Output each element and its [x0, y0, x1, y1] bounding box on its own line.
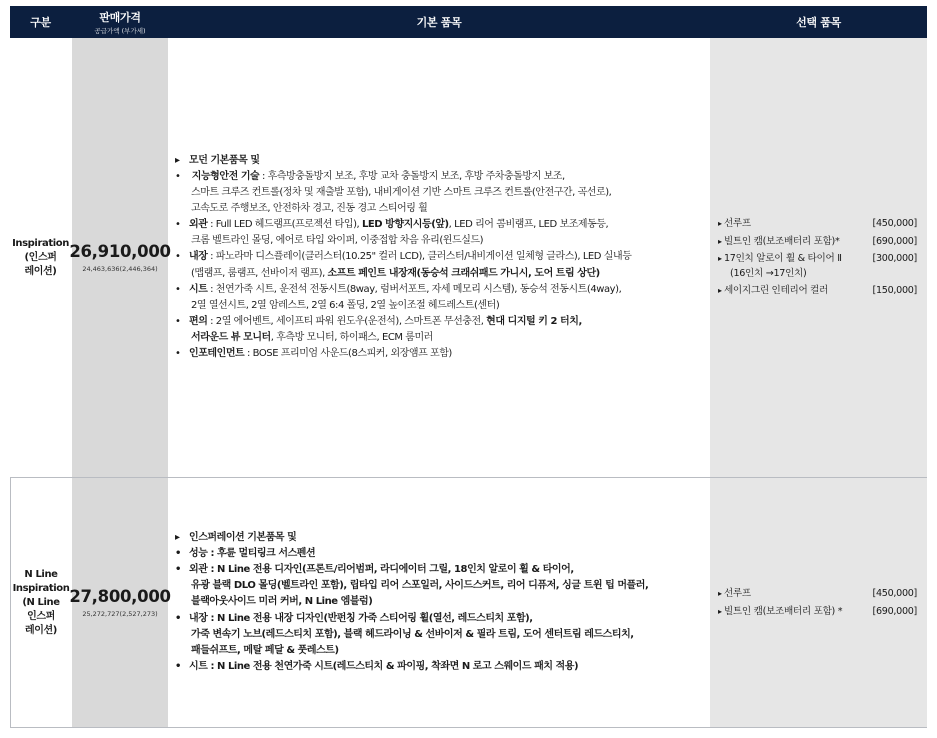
table-row-nline-inspiration [10, 478, 927, 727]
list-item-cont: (맵램프, 룸램프, 선바이저 램프), 소프트 페인트 내장재(동승석 크래쉬패드 가니시, 도어 트림 상단) [191, 267, 600, 279]
list-item: • 성능 : 후륜 멀티링크 서스펜션 [175, 546, 648, 562]
header-option [710, 6, 927, 38]
option-items-cell [710, 38, 927, 477]
option-item [718, 282, 917, 300]
basic-items-cell [170, 38, 708, 477]
header-trim [10, 6, 71, 38]
list-item-cont: 고속도로 주행보조, 안전하차 경고, 진동 경고 스티어링 휠 [191, 203, 428, 215]
list-item-cont: 유광 블랙 DLO 몰딩(벨트라인 포함), 립타입 리어 스포일러, 사이드스커트, 리어 디퓨저, 싱글 트윈 팁 머플러, [191, 580, 649, 592]
bullet-icon: • [175, 548, 181, 560]
header-price-sub: 공급가액 (부가세) [94, 27, 146, 35]
option-price: [450,000] [872, 588, 917, 599]
list-item-cont: 서라운드 뷰 모니터, 후측방 모니터, 하이패스, ECM 룸미러 [191, 331, 433, 343]
list-item: • 인포테인먼트 : BOSE 프리미엄 사운드(8스피커, 외장앰프 포함) [175, 346, 631, 362]
price-cell [69, 38, 171, 477]
bullet-icon: • [175, 170, 181, 182]
list-item-cont: 패들쉬프트, 메탈 페달 & 풋레스트) [191, 644, 339, 656]
option-items-list [710, 215, 927, 300]
trim-cell [10, 38, 71, 477]
option-items-list [710, 585, 927, 620]
list-item-cont: 가죽 변속기 노브(레드스티치 포함), 블랙 헤드라이닝 & 선바이저 & 필라 트림, 도어 센터트림 레드스티치, [191, 628, 634, 640]
basic-items-cell [170, 478, 708, 727]
table-bottom-border [10, 727, 927, 728]
arrow-right-icon: ▸ [175, 154, 180, 166]
option-item [718, 233, 917, 251]
option-item [718, 585, 917, 603]
option-name: ▸ 빌트인 캠(보조배터리 포함) * [718, 603, 842, 621]
option-name: ▸ 빌트인 캠(보조배터리 포함)* [718, 233, 840, 251]
option-price: [150,000] [872, 285, 917, 297]
trim-name: N Line Inspiration (N Line 인스퍼 레이션) [12, 568, 70, 636]
list-item: • 시트 : N Line 전용 천연가죽 시트(레드스티치 & 파이핑, 착좌면 N 로고 스웨이드 패치 적용) [175, 659, 648, 675]
option-name: ▸ 선루프 [718, 215, 751, 233]
list-item: • 편의 : 2열 에어벤트, 세이프티 파워 윈도우(운전석), 스마트폰 무선충전, 현대 디지털 키 2 터치, [175, 314, 631, 330]
bullet-icon: • [175, 219, 181, 231]
bullet-icon: • [175, 612, 181, 624]
price-supply: 25,272,727(2,527,273) [82, 610, 158, 618]
basic-items-list [170, 530, 648, 675]
bullet-icon: • [175, 251, 181, 263]
price-value: 27,800,000 [69, 587, 171, 606]
header-price-label: 판매가격 [99, 11, 141, 24]
trim-cell [10, 478, 71, 727]
list-item-cont: 스마트 크루즈 컨트롤(정차 및 재출발 포함), 내비게이션 기반 스마트 크루즈 컨트롤(안전구간, 곡선로), [191, 187, 612, 199]
header-price [72, 6, 168, 38]
list-item-cont: 2열 열선시트, 2열 암레스트, 2열 6:4 폴딩, 2열 높이조절 헤드레스트(센터) [191, 299, 500, 311]
bullet-icon: • [175, 283, 181, 295]
option-name: ▸ 세이지그린 인테리어 컬러 [718, 282, 828, 300]
bullet-icon: • [175, 348, 181, 360]
option-price: [300,000] [872, 253, 917, 265]
list-item: • 지능형안전 기술 : 후측방충돌방지 보조, 후방 교차 충돌방지 보조, 후방 주차충돌방지 보조, [175, 169, 631, 185]
option-price: [690,000] [872, 235, 917, 247]
price-supply: 24,463,636(2,446,364) [82, 265, 158, 273]
price-cell [69, 478, 171, 727]
option-name: ▸ 17인치 알로이 휠 & 타이어 Ⅱ [718, 250, 842, 268]
list-item: • 외관 : Full LED 헤드램프(프로젝션 타입), LED 방향지시등(앞), LED 리어 콤비램프, LED 보조제동등, [175, 217, 631, 233]
list-item: • 시트 : 천연가죽 시트, 운전석 전동시트(8way, 럼버서포트, 자세 메모리 시스템), 동승석 전동시트(4way), [175, 282, 631, 298]
header-option-label: 선택 품목 [796, 16, 841, 29]
option-name: ▸ 선루프 [718, 585, 751, 603]
header-basic-label: 기본 품목 [416, 16, 462, 29]
table-row-inspiration [10, 38, 927, 477]
bullet-icon: • [175, 564, 181, 576]
bullet-icon: • [175, 315, 181, 327]
basic-items-list [170, 153, 631, 362]
list-item: ▸ 인스퍼레이션 기본품목 및 [175, 530, 648, 546]
option-item [718, 603, 917, 621]
list-item: • 내장 : N Line 전용 내장 디자인(반펀칭 가죽 스티어링 휠(열선, 레드스티치 포함), [175, 611, 648, 627]
option-items-cell [710, 478, 927, 727]
list-item-cont: 크롬 벨트라인 몰딩, 에어로 타입 와이퍼, 이중접합 차음 유리(윈드실드) [191, 235, 484, 247]
price-value: 26,910,000 [69, 242, 171, 261]
bullet-icon: • [175, 660, 181, 672]
list-item: • 내장 : 파노라마 디스플레이(클러스터(10.25" 컬러 LCD), 클러스터/내비게이션 일체형 글라스), LED 실내등 [175, 249, 631, 265]
header-trim-label: 구분 [30, 16, 51, 29]
list-item-cont: 블랙아웃사이드 미러 커버, N Line 엠블럼) [191, 596, 373, 608]
option-item [718, 215, 917, 233]
table-header [10, 6, 927, 38]
header-basic [170, 6, 708, 38]
arrow-right-icon: ▸ [175, 532, 180, 544]
option-price: [690,000] [872, 605, 917, 617]
trim-name: Inspiration (인스퍼 레이션) [12, 237, 69, 277]
option-note: (16인치 →17인치) [730, 267, 807, 279]
list-item: • 외관 : N Line 전용 디자인(프론트/리어범퍼, 라디에이터 그릴, 18인치 알로이 휠 & 타이어, [175, 562, 648, 578]
list-item: ▸ 모던 기본품목 및 [175, 153, 631, 169]
option-price: [450,000] [872, 218, 917, 230]
